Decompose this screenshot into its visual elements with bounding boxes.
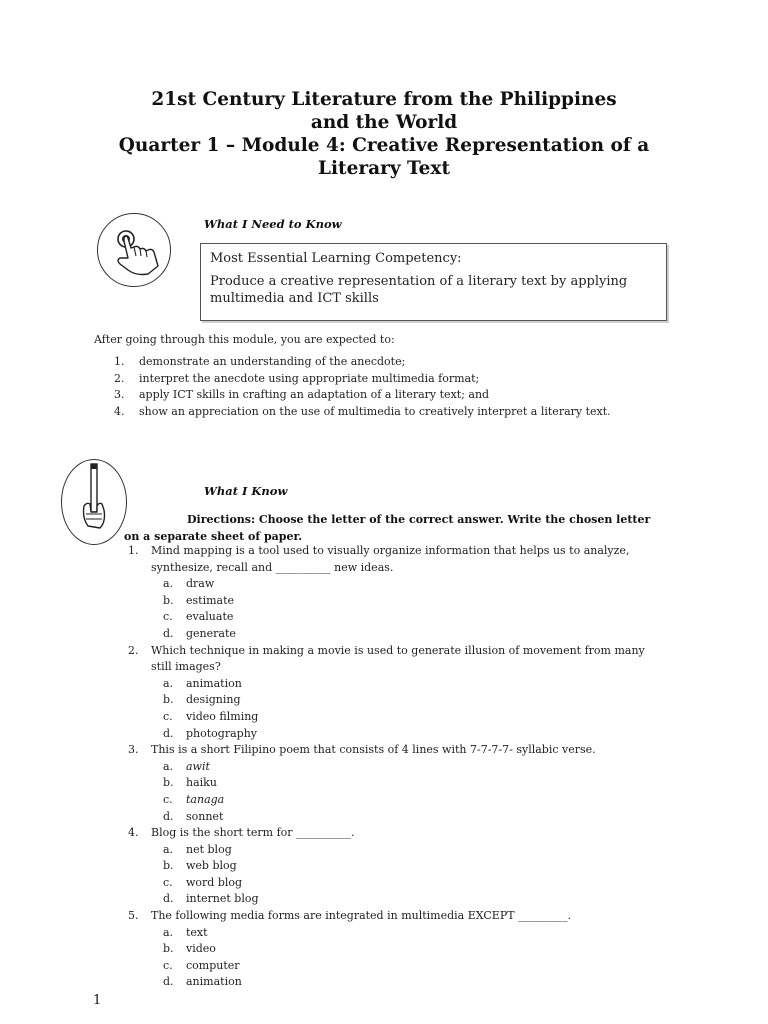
competency-heading: Most Essential Learning Competency: (210, 251, 462, 266)
answer-option (163, 676, 668, 693)
question-number: 1. (128, 544, 139, 557)
what-i-need-to-know-heading: What I Need to Know (204, 217, 342, 231)
answer-option (163, 842, 668, 859)
option-text: word blog (186, 875, 243, 889)
option-text: computer (186, 958, 240, 972)
competency-text: Produce a creative representation of a literary text by applying multimedia and ICT skills (210, 274, 628, 306)
quiz-question (128, 742, 668, 825)
objective-number: 1. (114, 355, 125, 368)
question-number: 3. (128, 743, 139, 757)
objective-text: apply ICT skills in crafting an adaptation of a literary text; and (139, 388, 490, 402)
option-text: tanaga (186, 792, 225, 806)
title-line-3: Quarter 1 – Module 4: Creative Representation of a (118, 135, 650, 156)
what-i-know-heading: What I Know (204, 484, 288, 498)
question-number: 5. (128, 909, 139, 923)
answer-option (163, 809, 668, 826)
answer-option (163, 576, 668, 593)
option-letter: c. (163, 709, 173, 723)
option-letter: c. (163, 958, 173, 972)
question-text: Blog is the short term for __________. (151, 826, 355, 840)
option-text: animation (186, 975, 242, 989)
learning-competency-box (200, 243, 667, 321)
answer-option (163, 593, 668, 610)
option-letter: a. (163, 577, 174, 591)
objective-item (114, 387, 614, 404)
answer-options (151, 759, 668, 825)
answer-option (163, 941, 668, 958)
page-number: 1 (93, 993, 102, 1008)
objective-number: 2. (114, 371, 125, 385)
option-letter: d. (163, 892, 174, 906)
question-number: 4. (128, 826, 139, 840)
question-text: This is a short Filipino poem that consists of 4 lines with 7-7-7-7- syllabic verse. (151, 743, 596, 757)
option-letter: d. (163, 809, 174, 823)
option-letter: b. (163, 942, 174, 956)
intro-text: After going through this module, you are expected to: (94, 333, 395, 346)
pencil-hand-graphic (62, 460, 126, 544)
answer-option (163, 759, 668, 776)
question-text: Which technique in making a movie is used to generate illusion of movement from many still images? (151, 643, 645, 674)
option-letter: a. (163, 842, 174, 856)
option-letter: d. (163, 975, 174, 989)
answer-option (163, 891, 668, 908)
answer-option (163, 958, 668, 975)
answer-option (163, 609, 668, 626)
option-letter: d. (163, 626, 174, 640)
quiz-question (128, 543, 668, 643)
module-title (60, 88, 708, 180)
option-text: text (186, 925, 208, 939)
option-letter: c. (163, 610, 173, 624)
option-text: draw (186, 577, 215, 591)
objective-text: interpret the anecdote using appropriate multimedia format; (139, 371, 480, 385)
option-text: sonnet (186, 809, 224, 823)
option-text: internet blog (186, 892, 259, 906)
option-letter: b. (163, 776, 174, 790)
answer-option (163, 692, 668, 709)
option-text: generate (186, 626, 236, 640)
answer-options (151, 576, 668, 642)
answer-option (163, 726, 668, 743)
answer-option (163, 974, 668, 991)
objective-text: demonstrate an understanding of the anecdote; (139, 355, 406, 368)
answer-option (163, 792, 668, 809)
answer-option (163, 875, 668, 892)
objective-number: 4. (114, 405, 125, 419)
option-letter: b. (163, 859, 174, 873)
pencil-hand-icon (61, 459, 127, 545)
option-text: video filming (186, 709, 259, 723)
objectives-list (114, 354, 614, 421)
directions-text: Directions: Choose the letter of the correct answer. Write the chosen letter on a separate sheet of paper. (124, 513, 651, 543)
answer-options (151, 842, 668, 908)
option-text: net blog (186, 842, 232, 856)
objective-item (114, 371, 614, 388)
option-text: animation (186, 676, 242, 690)
option-text: web blog (186, 859, 237, 873)
option-letter: c. (163, 792, 173, 806)
answer-option (163, 775, 668, 792)
title-line-2: and the World (310, 112, 458, 133)
option-text: photography (186, 726, 257, 740)
option-text: haiku (186, 776, 217, 790)
title-line-4: Literary Text (317, 158, 450, 179)
quiz-question (128, 643, 668, 743)
objective-item (114, 354, 614, 371)
option-text: video (186, 942, 216, 956)
option-letter: c. (163, 875, 173, 889)
option-text: estimate (186, 593, 235, 607)
touch-hand-icon (97, 213, 171, 287)
question-text: Mind mapping is a tool used to visually organize information that helps us to analyze, synthesize, recall and __________ new ideas. (151, 544, 630, 574)
option-letter: a. (163, 676, 174, 690)
option-letter: a. (163, 759, 174, 773)
answer-option (163, 626, 668, 643)
question-text: The following media forms are integrated in multimedia EXCEPT _________. (151, 909, 572, 923)
objective-number: 3. (114, 388, 125, 402)
option-letter: b. (163, 693, 174, 707)
answer-option (163, 925, 668, 942)
answer-options (151, 925, 668, 991)
answer-options (151, 676, 668, 742)
option-letter: b. (163, 593, 174, 607)
touch-hand-graphic (98, 214, 170, 286)
option-text: evaluate (186, 610, 234, 624)
quiz-list (128, 543, 668, 991)
quiz-question (128, 908, 668, 991)
answer-option (163, 858, 668, 875)
objective-item (114, 404, 614, 421)
question-number: 2. (128, 643, 139, 657)
quiz-question (128, 825, 668, 908)
objective-text: show an appreciation on the use of multimedia to creatively interpret a literary text. (139, 405, 611, 419)
option-letter: a. (163, 925, 174, 939)
answer-option (163, 709, 668, 726)
option-text: awit (186, 759, 210, 773)
option-text: designing (186, 693, 241, 707)
title-line-1: 21st Century Literature from the Philippines (151, 89, 617, 110)
option-letter: d. (163, 726, 174, 740)
